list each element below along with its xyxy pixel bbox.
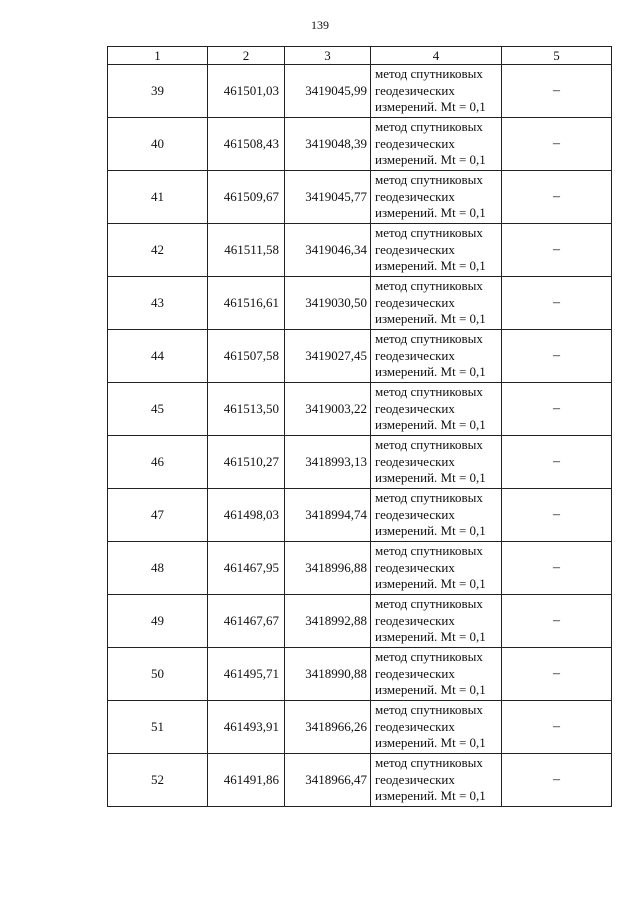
coordinate-x: 461501,03	[208, 65, 285, 118]
table-row	[108, 701, 612, 754]
point-number: 40	[108, 118, 208, 171]
column-5-value: –	[502, 65, 612, 118]
point-number: 44	[108, 330, 208, 383]
table-row	[108, 383, 612, 436]
measurement-method	[371, 436, 502, 489]
method-line: геодезических	[375, 347, 455, 363]
method-line: геодезических	[375, 453, 455, 469]
point-number: 39	[108, 65, 208, 118]
table-row	[108, 436, 612, 489]
column-5-value: –	[502, 277, 612, 330]
coordinate-x: 461491,86	[208, 754, 285, 807]
measurement-method	[371, 489, 502, 542]
column-header-5: 5	[502, 47, 612, 65]
table-row	[108, 330, 612, 383]
method-line: геодезических	[375, 665, 455, 681]
table-row	[108, 224, 612, 277]
coordinates-table	[107, 46, 612, 807]
method-line: метод спутниковых	[375, 596, 483, 612]
coordinate-x: 461495,71	[208, 648, 285, 701]
measurement-method	[371, 648, 502, 701]
measurement-method	[371, 754, 502, 807]
method-line: метод спутниковых	[375, 225, 483, 241]
column-5-value: –	[502, 595, 612, 648]
method-line: метод спутниковых	[375, 649, 483, 665]
table-row	[108, 171, 612, 224]
method-line: метод спутниковых	[375, 437, 483, 453]
method-line: геодезических	[375, 400, 455, 416]
point-number: 43	[108, 277, 208, 330]
point-number: 46	[108, 436, 208, 489]
column-header-2: 2	[208, 47, 285, 65]
coordinate-y: 3419030,50	[285, 277, 371, 330]
point-number: 50	[108, 648, 208, 701]
measurement-method	[371, 595, 502, 648]
table-row	[108, 65, 612, 118]
method-line: геодезических	[375, 294, 455, 310]
coordinate-y: 3418966,26	[285, 701, 371, 754]
column-5-value: –	[502, 330, 612, 383]
column-5-value: –	[502, 383, 612, 436]
coordinate-x: 461509,67	[208, 171, 285, 224]
coordinate-x: 461493,91	[208, 701, 285, 754]
coordinate-x: 461467,95	[208, 542, 285, 595]
table-row	[108, 118, 612, 171]
point-number: 52	[108, 754, 208, 807]
column-5-value: –	[502, 436, 612, 489]
method-line: измерений. Mt = 0,1	[375, 788, 486, 804]
method-line: метод спутниковых	[375, 172, 483, 188]
point-number: 51	[108, 701, 208, 754]
coordinate-x: 461511,58	[208, 224, 285, 277]
column-5-value: –	[502, 224, 612, 277]
method-line: измерений. Mt = 0,1	[375, 258, 486, 274]
method-line: геодезических	[375, 188, 455, 204]
coordinate-y: 3419003,22	[285, 383, 371, 436]
coordinate-y: 3418996,88	[285, 542, 371, 595]
method-line: измерений. Mt = 0,1	[375, 576, 486, 592]
point-number: 48	[108, 542, 208, 595]
measurement-method	[371, 277, 502, 330]
coordinate-x: 461510,27	[208, 436, 285, 489]
method-line: геодезических	[375, 135, 455, 151]
method-line: метод спутниковых	[375, 384, 483, 400]
method-line: измерений. Mt = 0,1	[375, 470, 486, 486]
method-line: измерений. Mt = 0,1	[375, 629, 486, 645]
method-line: метод спутниковых	[375, 543, 483, 559]
method-line: геодезических	[375, 559, 455, 575]
column-5-value: –	[502, 754, 612, 807]
point-number: 41	[108, 171, 208, 224]
method-line: геодезических	[375, 82, 455, 98]
method-line: измерений. Mt = 0,1	[375, 523, 486, 539]
measurement-method	[371, 383, 502, 436]
method-line: измерений. Mt = 0,1	[375, 311, 486, 327]
column-5-value: –	[502, 171, 612, 224]
measurement-method	[371, 171, 502, 224]
column-header-4: 4	[371, 47, 502, 65]
column-5-value: –	[502, 118, 612, 171]
measurement-method	[371, 65, 502, 118]
table-row	[108, 542, 612, 595]
coordinate-y: 3418966,47	[285, 754, 371, 807]
coordinate-y: 3418993,13	[285, 436, 371, 489]
method-line: метод спутниковых	[375, 331, 483, 347]
method-line: измерений. Mt = 0,1	[375, 152, 486, 168]
point-number: 42	[108, 224, 208, 277]
method-line: измерений. Mt = 0,1	[375, 99, 486, 115]
method-line: метод спутниковых	[375, 66, 483, 82]
table-row	[108, 595, 612, 648]
method-line: метод спутниковых	[375, 702, 483, 718]
method-line: геодезических	[375, 771, 455, 787]
measurement-method	[371, 701, 502, 754]
coordinate-y: 3419045,99	[285, 65, 371, 118]
measurement-method	[371, 224, 502, 277]
method-line: измерений. Mt = 0,1	[375, 682, 486, 698]
method-line: геодезических	[375, 506, 455, 522]
coordinate-x: 461467,67	[208, 595, 285, 648]
coordinate-x: 461507,58	[208, 330, 285, 383]
measurement-method	[371, 118, 502, 171]
table-row	[108, 277, 612, 330]
coordinate-y: 3419027,45	[285, 330, 371, 383]
column-header-3: 3	[285, 47, 371, 65]
method-line: геодезических	[375, 241, 455, 257]
measurement-method	[371, 542, 502, 595]
column-5-value: –	[502, 542, 612, 595]
coordinate-x: 461508,43	[208, 118, 285, 171]
method-line: измерений. Mt = 0,1	[375, 205, 486, 221]
coordinate-y: 3418994,74	[285, 489, 371, 542]
column-5-value: –	[502, 489, 612, 542]
coordinate-y: 3419046,34	[285, 224, 371, 277]
table-row	[108, 648, 612, 701]
header-row	[108, 47, 612, 65]
method-line: геодезических	[375, 718, 455, 734]
page-number: 139	[311, 18, 329, 32]
column-5-value: –	[502, 648, 612, 701]
method-line: метод спутниковых	[375, 278, 483, 294]
coordinate-x: 461498,03	[208, 489, 285, 542]
method-line: геодезических	[375, 612, 455, 628]
column-5-value: –	[502, 701, 612, 754]
method-line: метод спутниковых	[375, 755, 483, 771]
point-number: 45	[108, 383, 208, 436]
coordinate-x: 461516,61	[208, 277, 285, 330]
table-row	[108, 754, 612, 807]
table-row	[108, 489, 612, 542]
method-line: метод спутниковых	[375, 490, 483, 506]
method-line: измерений. Mt = 0,1	[375, 364, 486, 380]
method-line: измерений. Mt = 0,1	[375, 735, 486, 751]
table-header	[108, 47, 612, 65]
point-number: 49	[108, 595, 208, 648]
coordinate-y: 3419048,39	[285, 118, 371, 171]
coordinate-y: 3418992,88	[285, 595, 371, 648]
coordinate-y: 3418990,88	[285, 648, 371, 701]
method-line: метод спутниковых	[375, 119, 483, 135]
coordinate-y: 3419045,77	[285, 171, 371, 224]
method-line: измерений. Mt = 0,1	[375, 417, 486, 433]
coordinate-x: 461513,50	[208, 383, 285, 436]
table-body	[108, 65, 612, 807]
column-header-1: 1	[108, 47, 208, 65]
point-number: 47	[108, 489, 208, 542]
measurement-method	[371, 330, 502, 383]
